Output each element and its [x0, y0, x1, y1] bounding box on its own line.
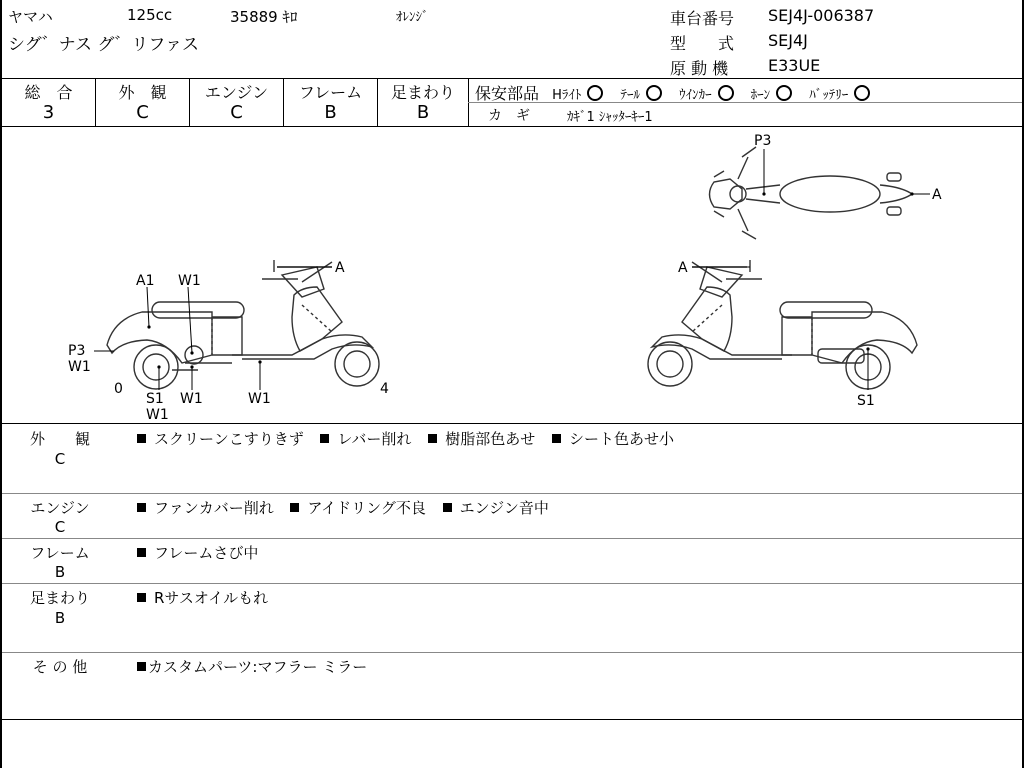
divider	[189, 78, 190, 126]
frame-number-label: 車台番号	[670, 9, 735, 28]
diagram-label: A	[335, 260, 345, 276]
square-bullet-icon	[137, 548, 146, 557]
square-bullet-icon	[137, 503, 146, 512]
model-type-value: SEJ4J	[768, 31, 808, 50]
diagram-label: W1	[178, 273, 201, 289]
square-bullet-icon	[552, 434, 561, 443]
square-bullet-icon	[137, 434, 146, 443]
section-frame-notes: フレームさび中	[137, 542, 258, 563]
diagram-label: P3	[754, 133, 772, 149]
diagram-label: A1	[136, 273, 155, 289]
square-bullet-icon	[428, 434, 437, 443]
divider	[2, 538, 1022, 539]
divider	[2, 652, 1022, 653]
safety-item-horn: ﾎｰﾝ	[751, 88, 797, 103]
section-suspension-grade: B	[54, 609, 66, 627]
diagram-label: 4	[380, 381, 389, 397]
damage-diagram	[2, 127, 1022, 423]
diagram-label: A	[678, 260, 688, 276]
diagram-label: W1	[248, 391, 271, 407]
diagram-label: 0	[114, 381, 123, 397]
key-value: ｶｷﾞ1 ｼｬｯﾀｰｷｰ1	[567, 110, 653, 125]
divider	[2, 719, 1022, 720]
engine-type-label: 原 動 機	[670, 59, 729, 78]
maker: ヤマハ	[8, 8, 53, 26]
square-bullet-icon	[443, 503, 452, 512]
divider	[468, 102, 1022, 103]
ok-circle-icon	[587, 85, 603, 101]
safety-item-tail: ﾃｰﾙ	[620, 88, 666, 103]
ok-circle-icon	[646, 85, 662, 101]
safety-parts: 保安部品 Hﾗｲﾄ ﾃｰﾙ ｳｲﾝｶｰ ﾎｰﾝ ﾊﾞｯﾃﾘｰ	[475, 81, 874, 104]
section-suspension-notes: Rサスオイルもれ	[137, 587, 268, 608]
section-other-notes: カスタムパーツ:マフラー ミラー	[137, 656, 367, 677]
engine-type-value: E33UE	[768, 56, 821, 75]
scooter-right-view	[648, 260, 917, 389]
diagram-label: A	[932, 187, 942, 203]
safety-item-battery: ﾊﾞｯﾃﾘｰ	[809, 88, 874, 103]
section-engine-grade: C	[54, 518, 66, 536]
key-label: カ ギ	[488, 108, 530, 124]
safety-item-headlight: Hﾗｲﾄ	[552, 88, 607, 103]
section-exterior-notes: スクリーンこすりきず レバー削れ 樹脂部色あせ シート色あせ小	[137, 428, 674, 449]
color: ｵﾚﾝｼﾞ	[396, 10, 429, 25]
square-bullet-icon	[137, 593, 146, 602]
section-engine-notes: ファンカバー削れ アイドリング不良 エンジン音中	[137, 497, 549, 518]
diagram-label: P3	[68, 343, 86, 359]
divider	[283, 78, 284, 126]
section-engine-label: エンジン	[30, 499, 90, 517]
grade-frame: フレーム B	[298, 83, 363, 123]
ok-circle-icon	[854, 85, 870, 101]
ok-circle-icon	[718, 85, 734, 101]
displacement: 125cc	[127, 6, 173, 24]
square-bullet-icon	[320, 434, 329, 443]
square-bullet-icon	[137, 662, 146, 671]
ok-circle-icon	[776, 85, 792, 101]
diagram-label: W1	[68, 359, 91, 375]
square-bullet-icon	[290, 503, 299, 512]
section-frame-label: フレーム	[30, 544, 90, 562]
frame-number-value: SEJ4J-006387	[768, 6, 875, 25]
diagram-label: W1	[180, 391, 203, 407]
divider	[95, 78, 96, 126]
section-suspension-label: 足まわり	[29, 589, 90, 607]
divider	[377, 78, 378, 126]
grade-exterior: 外 観 C	[118, 83, 167, 123]
section-frame-grade: B	[54, 563, 66, 581]
section-exterior-label: 外 観	[29, 430, 90, 448]
diagram-label: W1	[146, 407, 169, 423]
divider	[2, 493, 1022, 494]
model-type-label: 型 式	[670, 34, 735, 53]
diagram-label: S1	[146, 391, 164, 407]
model-name: シグ゛ナス グ゛リファス	[8, 35, 200, 55]
section-exterior-grade: C	[54, 450, 66, 468]
grade-overall: 総 合 3	[24, 83, 73, 123]
section-other-label: そ の 他	[32, 658, 88, 676]
grade-engine: エンジン C	[204, 83, 269, 123]
scooter-top-view	[710, 147, 913, 239]
divider	[2, 423, 1022, 424]
diagram-label: S1	[857, 393, 875, 409]
divider	[2, 583, 1022, 584]
grade-suspension: 足まわり B	[390, 83, 455, 123]
safety-item-winker: ｳｲﾝｶｰ	[679, 88, 738, 103]
mileage: 35889 ｷﾛ	[230, 8, 298, 26]
divider	[2, 78, 1022, 79]
